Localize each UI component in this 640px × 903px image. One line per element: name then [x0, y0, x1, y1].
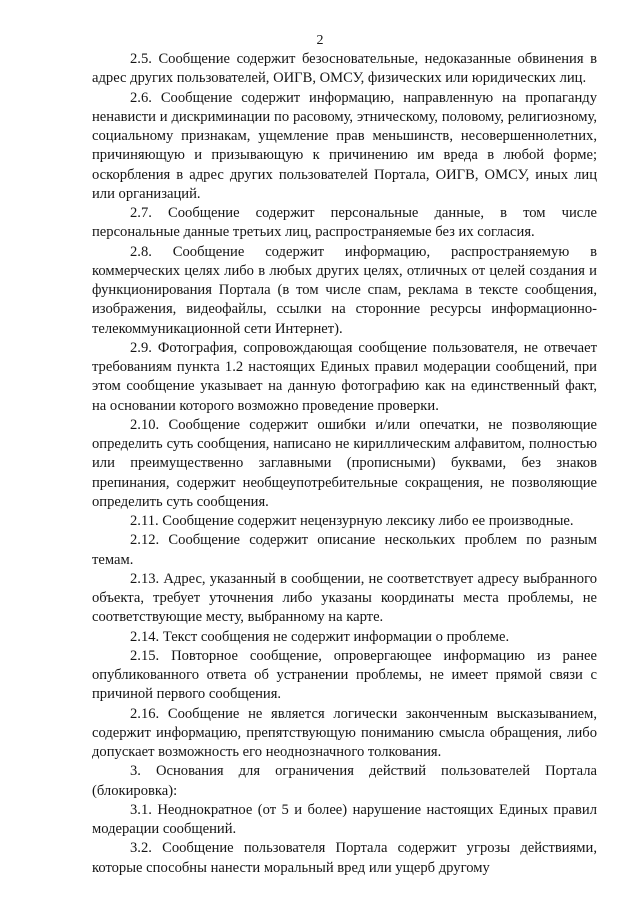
paragraph-2-12: 2.12. Сообщение содержит описание нескольких проблем по разным темам.: [92, 532, 597, 568]
paragraph-2-15: 2.15. Повторное сообщение, опровергающее информацию из ранее опубликованного ответа об устранении проблемы, не имеет прямой связи с причиной первого сообщения.: [92, 647, 597, 703]
paragraph-2-9: 2.9. Фотография, сопровождающая сообщение пользователя, не отвечает требованиям пункта 1.2 настоящих Единых правил модерации сообщений, при этом сообщение указывает на данную фотографию как на единственный факт, на основании которого возможно проведение проверки.: [92, 339, 597, 414]
paragraph-2-5: 2.5. Сообщение содержит безосновательные, недоказанные обвинения в адрес других пользователей, ОИГВ, ОМСУ, физических или юридических лиц.: [92, 51, 597, 87]
paragraph-2-11: 2.11. Сообщение содержит нецензурную лексику либо ее производные.: [130, 513, 574, 529]
document-body: [92, 50, 597, 878]
paragraph-2-8: 2.8. Сообщение содержит информацию, распространяемую в коммерческих целях либо в любых других целях, отличных от целей создания и функционирования Портала (в том числе спам, реклама в тексте сообщения, изображения, видеофайлы, ссылки на сторонние ресурсы информационно-телекоммуникационной сети Интернет).: [92, 243, 597, 337]
page-number: 2: [316, 33, 324, 48]
paragraph-2-10: 2.10. Сообщение содержит ошибки и/или опечатки, не позволяющие определить суть сообщения, написано не кириллическим алфавитом, полностью или преимущественно заглавными (прописными) буквами, без знаков препинания, содержит необщеупотребительные сокращения, не позволяющие определить суть сообщения.: [92, 416, 597, 510]
paragraph-3: 3. Основания для ограничения действий пользователей Портала (блокировка):: [92, 763, 597, 799]
paragraph-3-1: 3.1. Неоднократное (от 5 и более) нарушение настоящих Единых правил модерации сообщений.: [92, 801, 597, 837]
paragraph-2-14: 2.14. Текст сообщения не содержит информации о проблеме.: [130, 628, 510, 645]
paragraph-2-16: 2.16. Сообщение не является логически законченным высказыванием, содержит информацию, препятствующую пониманию смысла обращения, либо допускает возможность его неоднозначного толкования.: [92, 705, 597, 760]
paragraph-2-13: 2.13. Адрес, указанный в сообщении, не соответствует адресу выбранного объекта, требует уточнения либо указаны координаты места проблемы, не соответствующие месту, выбранному на карте.: [92, 570, 597, 626]
paragraph-3-2: 3.2. Сообщение пользователя Портала содержит угрозы действиями, которые способны нанести моральный вред или ущерб другому: [92, 840, 597, 876]
paragraph-2-7: 2.7. Сообщение содержит персональные данные, в том числе персональные данные третьих лиц, распространяемые без их согласия.: [92, 205, 597, 241]
paragraph-2-6: 2.6. Сообщение содержит информацию, направленную на пропаганду ненависти и дискриминации по расовому, этническому, половому, религиозному, социальному признакам, ущемление прав меньшинств, несовершеннолетних, причиняющую и призывающую к причинению им вреда в любой форме; оскорбления в адрес других пользователей Портала, ОИГВ, ОМСУ, иных лиц или организаций.: [92, 89, 597, 202]
